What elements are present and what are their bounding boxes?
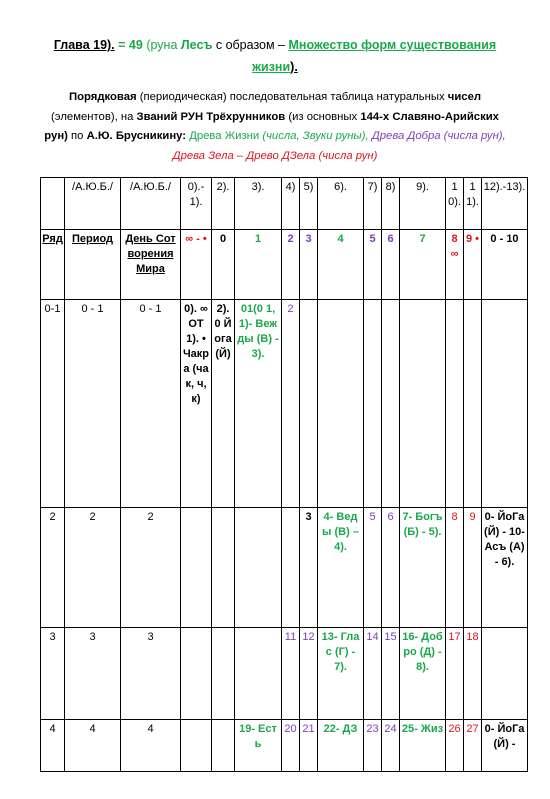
- table-cell: [41, 178, 65, 230]
- image-name: Множество форм существования жизни: [252, 38, 497, 74]
- table-cell: [181, 628, 212, 720]
- table-cell: [464, 300, 482, 508]
- rune-label: (руна: [146, 38, 178, 52]
- table-cell: ∞ - •: [181, 230, 212, 300]
- intro-green-2: (числа, Звуки руны),: [262, 130, 369, 142]
- table-row: [41, 628, 528, 720]
- table-cell: 2). 0 Йога (Й): [212, 300, 235, 508]
- table-cell: 0: [212, 230, 235, 300]
- table-cell: 27: [464, 720, 482, 772]
- table-cell: 0- ЙоГа (Й) -: [482, 720, 528, 772]
- table-cell: 24: [382, 720, 400, 772]
- table-cell: 5: [364, 230, 382, 300]
- intro-p6: (из основных: [288, 110, 358, 123]
- rune-name: Лесъ: [180, 38, 213, 52]
- table-cell: 14: [364, 628, 382, 720]
- table-cell: [482, 628, 528, 720]
- table-cell: [300, 300, 318, 508]
- table-cell: 4: [41, 720, 65, 772]
- table-cell: 4): [282, 178, 300, 230]
- table-cell: 2: [41, 508, 65, 628]
- table-cell: 4: [121, 720, 181, 772]
- table-cell: Период: [65, 230, 121, 300]
- intro-p4: (элементов), на: [51, 110, 134, 123]
- table-cell: 0 - 1: [65, 300, 121, 508]
- table-cell: 10).: [446, 178, 464, 230]
- table-cell: 6: [382, 508, 400, 628]
- table-cell: [482, 300, 528, 508]
- table-cell: 3: [65, 628, 121, 720]
- table-cell: Ряд: [41, 230, 65, 300]
- table-cell: 2: [282, 230, 300, 300]
- intro-p2: (периодическая) последовательная таблица натуральных: [139, 91, 445, 103]
- table-cell: /А.Ю.Б./: [65, 178, 121, 230]
- table-cell: 12).-13).: [482, 178, 528, 230]
- table-cell: 3: [300, 508, 318, 628]
- intro-green-1: Древа Жизни: [189, 130, 260, 142]
- table-cell: 7: [400, 230, 446, 300]
- table-cell: 4: [318, 230, 364, 300]
- intro-purple: Древа Добра (числа рун),: [371, 130, 506, 142]
- table-cell: 7): [364, 178, 382, 230]
- table-cell: 7- Богъ (Б) - 5).: [400, 508, 446, 628]
- table-cell: 3).: [235, 178, 282, 230]
- table-cell: [382, 300, 400, 508]
- table-cell: 2: [65, 508, 121, 628]
- table-row: [41, 720, 528, 772]
- table-cell: 13- Глас (Г) - 7).: [318, 628, 364, 720]
- rune-number: = 49: [118, 38, 143, 52]
- intro-p7: 144-х Славяно-Арийских рун): [44, 110, 499, 142]
- table-cell: [400, 300, 446, 508]
- intro-p10: А.Ю. Брусникину:: [86, 130, 187, 142]
- table-row: [41, 508, 528, 628]
- table-cell: 20: [282, 720, 300, 772]
- table-cell: 15: [382, 628, 400, 720]
- table-cell: 01(0 1,1)- Вежды (В) - 3).: [235, 300, 282, 508]
- table-cell: [282, 508, 300, 628]
- table-header-row: [41, 178, 528, 230]
- table-row: [41, 300, 528, 508]
- table-cell: 18: [464, 628, 482, 720]
- table-cell: День Сотворения Мира: [121, 230, 181, 300]
- table-cell: 19- Есть: [235, 720, 282, 772]
- table-cell: 4: [65, 720, 121, 772]
- table-cell: 8 ∞: [446, 230, 464, 300]
- table-cell: 3: [121, 628, 181, 720]
- table-cell: 3: [300, 230, 318, 300]
- title-end: ).: [290, 60, 298, 74]
- table-cell: 5): [300, 178, 318, 230]
- table-cell: 0).-1).: [181, 178, 212, 230]
- image-label: с образом –: [215, 38, 286, 52]
- table-cell: [318, 300, 364, 508]
- table-cell: 4- Веды (В) –4).: [318, 508, 364, 628]
- intro-p9: по: [71, 130, 84, 142]
- table-cell: 0-1: [41, 300, 65, 508]
- table-cell: 11: [282, 628, 300, 720]
- table-cell: 2: [282, 300, 300, 508]
- table-cell: 0- ЙоГа (Й) - 10- Асъ (А) - 6).: [482, 508, 528, 628]
- chapter-title: [40, 34, 510, 78]
- intro-p1: Порядковая: [68, 91, 137, 103]
- table-cell: 9: [464, 508, 482, 628]
- table-cell: [446, 300, 464, 508]
- intro-red: Древа Зела – Древо ДЗела (числа рун): [172, 149, 378, 162]
- table-cell: [235, 508, 282, 628]
- table-cell: 26: [446, 720, 464, 772]
- table-cell: 1: [235, 230, 282, 300]
- table-row: [41, 230, 528, 300]
- table-cell: 16- Добро (Д) - 8).: [400, 628, 446, 720]
- table-cell: 23: [364, 720, 382, 772]
- table-cell: 6).: [318, 178, 364, 230]
- intro-p5: Званий РУН Трёхрунников: [136, 110, 286, 123]
- table-cell: 6: [382, 230, 400, 300]
- table-cell: 11).: [464, 178, 482, 230]
- table-cell: 2: [121, 508, 181, 628]
- table-cell: /А.Ю.Б./: [121, 178, 181, 230]
- table-cell: 9).: [400, 178, 446, 230]
- table-cell: 8: [446, 508, 464, 628]
- table-cell: [212, 508, 235, 628]
- table-cell: [212, 628, 235, 720]
- table-cell: 22- ДЗ: [318, 720, 364, 772]
- table-cell: 9 •: [464, 230, 482, 300]
- table-cell: [235, 628, 282, 720]
- table-cell: 0 - 10: [482, 230, 528, 300]
- table-cell: 12: [300, 628, 318, 720]
- table-cell: [212, 720, 235, 772]
- table-cell: 3: [41, 628, 65, 720]
- table-cell: 0). ∞ ОТ 1). • Чакра (чак, ч, к): [181, 300, 212, 508]
- intro-p3: чисел: [447, 91, 482, 103]
- table-cell: 2).: [212, 178, 235, 230]
- table-cell: 0 - 1: [121, 300, 181, 508]
- table-cell: 8): [382, 178, 400, 230]
- table-cell: 17: [446, 628, 464, 720]
- rune-table: [40, 177, 528, 772]
- table-cell: 21: [300, 720, 318, 772]
- chapter-label: Глава 19).: [53, 38, 115, 52]
- table-cell: 25- Жиз: [400, 720, 446, 772]
- table-cell: [181, 720, 212, 772]
- table-cell: [181, 508, 212, 628]
- table-cell: 5: [364, 508, 382, 628]
- intro-paragraph: [44, 88, 506, 166]
- table-cell: [364, 300, 382, 508]
